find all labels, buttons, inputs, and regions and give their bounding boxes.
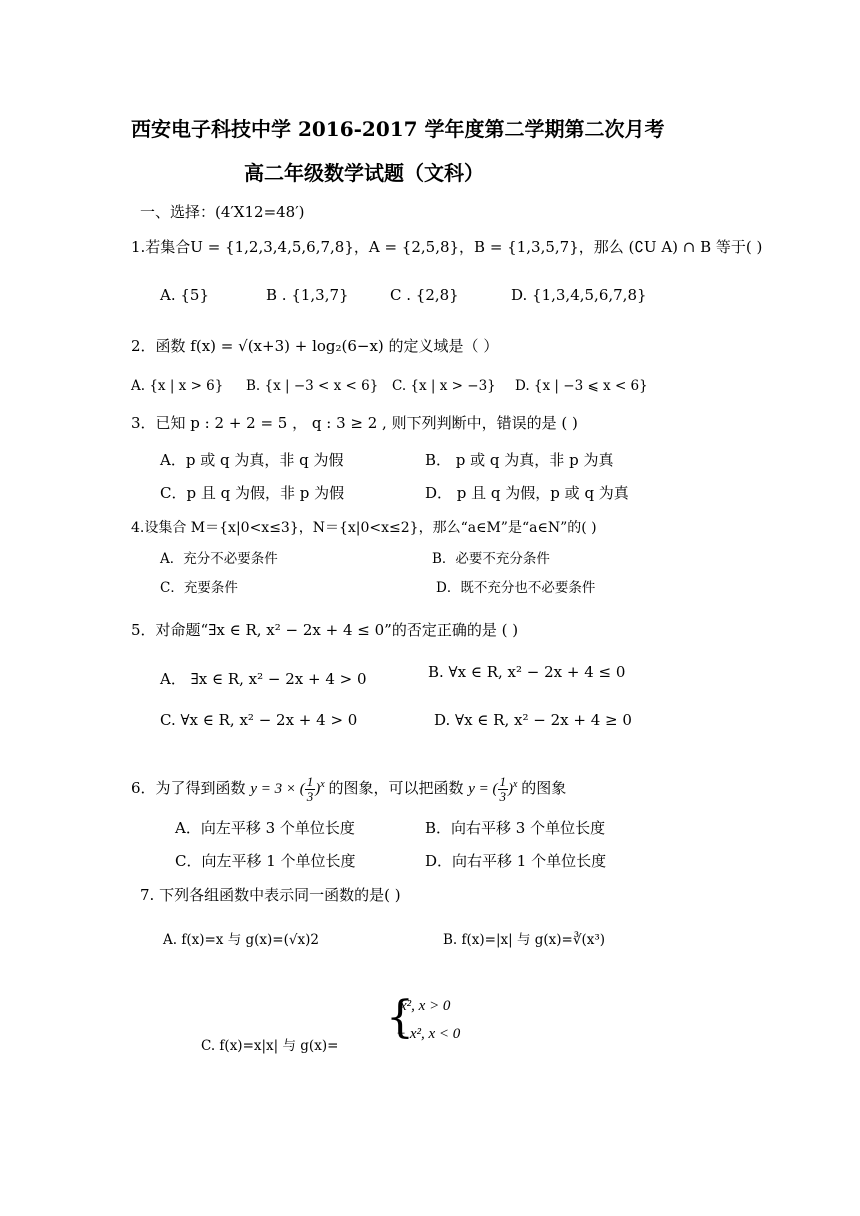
question-6-option-a: A．向左平移 3 个单位长度 <box>175 819 355 837</box>
question-1-stem: 1.若集合U = {1,2,3,4,5,6,7,8}，A = {2,5,8}，B = {1,3,5,7}，那么 (∁U A) ∩ B 等于( ) <box>131 238 763 256</box>
question-3-option-c: C．p 且 q 为假，非 p 为假 <box>160 484 345 502</box>
question-6-option-c: C．向左平移 1 个单位长度 <box>175 852 356 870</box>
piecewise-case-2: − x², x < 0 <box>396 1026 461 1042</box>
question-6-stem-part3: 的图象 <box>521 779 567 797</box>
question-5-option-b: B. ∀x ∈ R, x² − 2x + 4 ≤ 0 <box>428 663 626 681</box>
question-5-stem: 5．对命题“∃x ∈ R, x² − 2x + 4 ≤ 0”的否定正确的是 ( ) <box>131 621 519 639</box>
question-6-function-1 <box>250 774 328 805</box>
fraction-numerator-2: 1 <box>499 774 507 790</box>
piecewise-function <box>386 994 506 1054</box>
fraction-denominator-2: 3 <box>499 789 507 805</box>
question-2-option-c: C. {x | x > −3} <box>392 378 496 394</box>
question-1-option-c: C . {2,8} <box>390 286 459 304</box>
question-2-option-b: B. {x | −3 < x < 6} <box>246 378 379 394</box>
question-6-option-d: D．向右平移 1 个单位长度 <box>425 852 607 870</box>
question-6-option-b: B．向右平移 3 个单位长度 <box>425 819 606 837</box>
question-3-option-b: B． p 或 q 为真，非 p 为真 <box>425 451 614 469</box>
exam-title-line2: 高二年级数学试题（文科） <box>244 161 484 185</box>
left-brace-icon: { <box>386 992 414 1043</box>
question-5-option-c: C. ∀x ∈ R, x² − 2x + 4 > 0 <box>160 711 358 729</box>
question-5-option-a: A． ∃x ∈ R, x² − 2x + 4 > 0 <box>160 670 367 688</box>
question-7-option-c: C. f(x)=x|x| 与 g(x)= <box>201 1038 339 1054</box>
function-1-prefix: y = 3 × ( <box>250 781 305 797</box>
question-6-function-2 <box>468 774 521 805</box>
question-3-option-a: A．p 或 q 为真，非 q 为假 <box>160 451 344 469</box>
question-4-option-b: B．必要不充分条件 <box>432 551 550 567</box>
question-1-option-d: D. {1,3,4,5,6,7,8} <box>511 286 647 304</box>
question-4-option-c: C．充要条件 <box>160 580 238 596</box>
question-2-option-a: A. {x | x > 6} <box>131 378 224 394</box>
function-2-prefix: y = ( <box>468 781 498 797</box>
exam-title-line1: 西安电子科技中学 2016-2017 学年度第二学期第二次月考 <box>131 117 665 141</box>
piecewise-case-1: x², x > 0 <box>400 998 451 1014</box>
fraction-denominator: 3 <box>306 789 314 805</box>
function-2-close: ) <box>508 781 514 797</box>
function-2-exponent: x <box>513 779 518 790</box>
function-1-close: ) <box>315 781 321 797</box>
fraction-one-third-2 <box>498 775 509 804</box>
question-2-stem: 2．函数 f(x) = √(x+3) + log₂(6−x) 的定义域是（ ） <box>131 337 499 355</box>
question-4-stem: 4.设集合 M＝{x|0<x≤3}，N＝{x|0<x≤2}，那么“a∈M”是“a∈N”的( ) <box>131 520 597 536</box>
question-5-option-d: D. ∀x ∈ R, x² − 2x + 4 ≥ 0 <box>434 711 632 729</box>
question-6-stem <box>131 770 566 804</box>
question-7-stem: 7. 下列各组函数中表示同一函数的是( ) <box>140 886 401 904</box>
section-heading: 一、选择：(4′X12=48′) <box>140 203 305 221</box>
question-1-option-b: B . {1,3,7} <box>266 286 349 304</box>
question-4-option-d: D．既不充分也不必要条件 <box>436 580 596 596</box>
question-3-stem: 3．已知 p : 2 + 2 = 5 ， q : 3 ≥ 2 , 则下列判断中，错误的是 ( ) <box>131 414 578 432</box>
question-7-option-a: A. f(x)=x 与 g(x)=(√x)2 <box>163 932 319 948</box>
fraction-numerator: 1 <box>306 774 314 790</box>
function-1-exponent: x <box>320 779 325 790</box>
question-7-option-b: B. f(x)=|x| 与 g(x)=∛(x³) <box>443 932 606 948</box>
question-2-option-d: D. {x | −3 ⩽ x < 6} <box>515 378 648 394</box>
question-1-option-a: A. {5} <box>160 286 209 304</box>
fraction-one-third <box>305 775 316 804</box>
question-4-option-a: A．充分不必要条件 <box>160 551 278 567</box>
question-6-stem-part2: 的图象，可以把函数 <box>328 779 464 797</box>
question-3-option-d: D． p 且 q 为假，p 或 q 为真 <box>425 484 629 502</box>
question-6-stem-part1: 6．为了得到函数 <box>131 779 246 797</box>
